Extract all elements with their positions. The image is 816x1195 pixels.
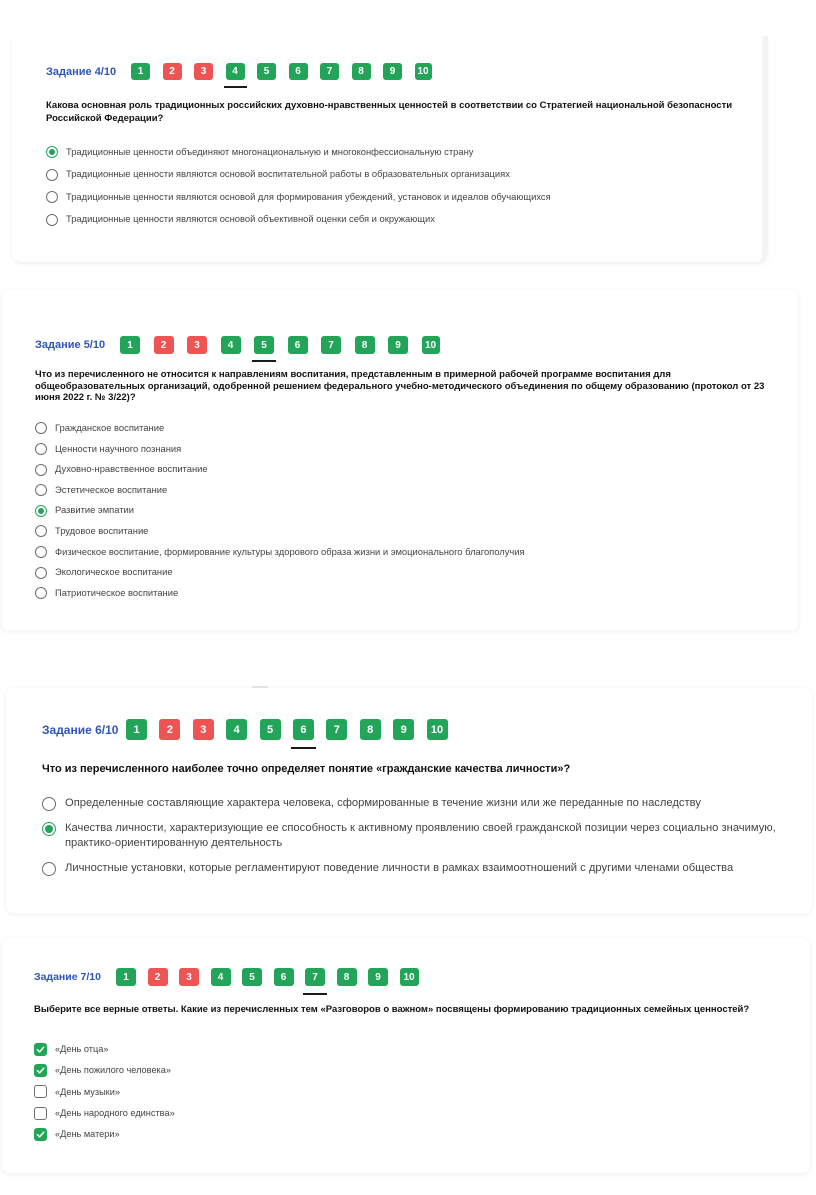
nav-button-7[interactable]: 7	[320, 63, 339, 80]
question-header	[34, 968, 430, 986]
answer-option-label: Традиционные ценности являются основой для формирования убеждений, установок и идеалов обучающихся	[66, 190, 551, 202]
nav-button-2[interactable]: 2	[154, 336, 174, 354]
answer-option-label: Духовно-нравственное воспитание	[55, 463, 208, 475]
answer-option[interactable]	[34, 1043, 175, 1056]
answer-option-label: Традиционные ценности являются основой объективной оценки себя и окружающих	[66, 213, 435, 225]
radio-checked-icon[interactable]	[35, 505, 47, 517]
answer-option-label: Качества личности, характеризующие ее способность к активному проявлению своей гражданской позиции через социально значимую, практико-ориентированную деятельность	[65, 822, 776, 850]
answer-option-label: Традиционные ценности являются основой воспитательной работы в образовательных организациях	[66, 168, 510, 180]
nav-button-5[interactable]: 5	[260, 719, 281, 740]
nav-button-7[interactable]: 7	[321, 336, 341, 354]
answer-option-label: «День музыки»	[55, 1086, 120, 1097]
nav-button-10[interactable]: 10	[427, 719, 448, 740]
answer-options	[46, 146, 551, 236]
radio-unchecked-icon[interactable]	[35, 546, 47, 558]
nav-button-7[interactable]: 7	[305, 968, 325, 986]
question-text: Что из перечисленного наиболее точно определяет понятие «гражданские качества личности»?	[42, 763, 571, 775]
radio-unchecked-icon[interactable]	[42, 797, 56, 811]
nav-button-9[interactable]: 9	[368, 968, 388, 986]
radio-unchecked-icon[interactable]	[35, 443, 47, 455]
radio-unchecked-icon[interactable]	[35, 587, 47, 599]
nav-button-4[interactable]: 4	[226, 63, 245, 80]
answer-option[interactable]	[34, 1064, 175, 1077]
nav-button-7[interactable]: 7	[326, 719, 347, 740]
nav-button-1[interactable]: 1	[131, 63, 150, 80]
radio-unchecked-icon[interactable]	[46, 191, 58, 203]
nav-button-4[interactable]: 4	[211, 968, 231, 986]
nav-button-4[interactable]: 4	[221, 336, 241, 354]
nav-button-1[interactable]: 1	[126, 719, 147, 740]
answer-option-label: Традиционные ценности объединяют многонациональную и многоконфессиональную страну	[66, 146, 474, 157]
question-card-4	[12, 36, 768, 262]
nav-button-2[interactable]: 2	[159, 719, 180, 740]
radio-checked-icon[interactable]	[42, 822, 56, 836]
answer-option[interactable]	[46, 168, 551, 181]
nav-button-5[interactable]: 5	[257, 63, 276, 80]
nav-button-8[interactable]: 8	[355, 336, 375, 354]
checkbox-unchecked-icon[interactable]	[34, 1107, 47, 1120]
answer-option[interactable]	[35, 504, 525, 517]
radio-unchecked-icon[interactable]	[35, 484, 47, 496]
radio-unchecked-icon[interactable]	[46, 214, 58, 226]
nav-button-10[interactable]: 10	[415, 63, 432, 80]
nav-button-1[interactable]: 1	[116, 968, 136, 986]
question-text: Какова основная роль традиционных российских духовно-нравственных ценностей в соответствии со Стратегией национальной безопасности Российской Федерации?	[46, 100, 733, 124]
answer-option-label: Патриотическое воспитание	[55, 586, 179, 598]
nav-button-6[interactable]: 6	[289, 63, 308, 80]
nav-button-2[interactable]: 2	[163, 63, 182, 80]
nav-button-10[interactable]: 10	[400, 968, 419, 986]
checkmark-icon	[36, 1066, 45, 1075]
question-number: Задание 7/10	[34, 971, 101, 983]
nav-button-5[interactable]: 5	[254, 336, 274, 354]
answer-option-label: Ценности научного познания	[55, 442, 182, 454]
nav-button-3[interactable]: 3	[193, 719, 214, 740]
nav-button-6[interactable]: 6	[288, 336, 308, 354]
checkbox-checked-icon[interactable]	[34, 1043, 47, 1056]
answer-option-label: Физическое воспитание, формирование культуры здорового образа жизни и эмоционального благополучия	[55, 545, 525, 557]
answer-option[interactable]	[35, 525, 525, 538]
answer-option-label: «День отца»	[55, 1044, 109, 1054]
question-nav	[116, 968, 430, 986]
answer-option[interactable]	[42, 796, 782, 811]
question-number: Задание 4/10	[46, 65, 117, 78]
answer-options	[34, 1043, 175, 1149]
answer-option-label: Развитие эмпатии	[55, 504, 134, 516]
answer-option[interactable]	[42, 861, 782, 876]
question-number: Задание 5/10	[35, 339, 106, 351]
nav-button-3[interactable]: 3	[194, 63, 213, 80]
question-nav	[126, 719, 460, 740]
question-card-5	[2, 290, 798, 630]
answer-option[interactable]	[42, 821, 782, 851]
nav-button-10[interactable]: 10	[422, 336, 440, 354]
checkbox-unchecked-icon[interactable]	[34, 1085, 47, 1098]
answer-option[interactable]	[34, 1086, 175, 1099]
nav-button-1[interactable]: 1	[120, 336, 140, 354]
question-text: Что из перечисленного не относится к направлениям воспитания, представленным в примерной рабочей программе воспитания для общеобразовательных организаций, одобренной решением федерального учебно-методического объединения по общему образованию (протокол от 23 июня 2022 г. № 3/22)?	[35, 369, 765, 403]
question-number: Задание 6/10	[42, 722, 119, 737]
radio-unchecked-icon[interactable]	[35, 567, 47, 579]
nav-button-8[interactable]: 8	[360, 719, 381, 740]
answer-option-label: «День пожилого человека»	[55, 1065, 171, 1076]
question-header	[35, 336, 453, 354]
nav-button-3[interactable]: 3	[179, 968, 199, 986]
answer-options	[35, 422, 525, 607]
nav-button-6[interactable]: 6	[274, 968, 294, 986]
answer-option[interactable]	[34, 1107, 175, 1120]
answer-option-label: «День матери»	[55, 1129, 120, 1140]
nav-button-9[interactable]: 9	[388, 336, 408, 354]
radio-unchecked-icon[interactable]	[42, 862, 56, 876]
checkmark-icon	[36, 1045, 45, 1054]
question-text: Выберите все верные ответы. Какие из перечисленных тем «Разговоров о важном» посвящены формированию традиционных семейных ценностей?	[34, 1004, 750, 1015]
answer-option-label: Гражданское воспитание	[55, 422, 165, 433]
answer-option[interactable]	[35, 566, 525, 579]
question-nav	[120, 336, 453, 354]
answer-option[interactable]	[35, 463, 525, 476]
radio-unchecked-icon[interactable]	[46, 169, 58, 181]
question-card-6	[6, 688, 812, 913]
answer-option[interactable]	[34, 1128, 175, 1141]
answer-option[interactable]	[35, 422, 525, 435]
answer-option[interactable]	[35, 587, 525, 600]
nav-button-5[interactable]: 5	[242, 968, 262, 986]
answer-option[interactable]	[46, 146, 551, 159]
answer-option[interactable]	[35, 546, 525, 559]
question-header	[46, 63, 444, 80]
answer-option[interactable]	[46, 191, 551, 204]
nav-button-8[interactable]: 8	[337, 968, 357, 986]
answer-option-label: Определенные составляющие характера человека, сформированные в течение жизни или же переданные по наследству	[65, 797, 701, 809]
nav-button-9[interactable]: 9	[393, 719, 414, 740]
answer-options	[42, 796, 782, 887]
radio-checked-icon[interactable]	[46, 146, 58, 158]
checkmark-icon	[36, 1130, 45, 1139]
question-header	[42, 719, 460, 740]
answer-option-label: «День народного единства»	[55, 1107, 175, 1118]
checkbox-checked-icon[interactable]	[34, 1064, 47, 1077]
answer-option-label: Экологическое воспитание	[55, 566, 173, 578]
answer-option[interactable]	[35, 443, 525, 456]
nav-button-2[interactable]: 2	[148, 968, 168, 986]
nav-button-3[interactable]: 3	[187, 336, 207, 354]
nav-button-9[interactable]: 9	[383, 63, 402, 80]
nav-button-8[interactable]: 8	[352, 63, 371, 80]
answer-option[interactable]	[35, 484, 525, 497]
answer-option-label: Эстетическое воспитание	[55, 483, 168, 495]
radio-unchecked-icon[interactable]	[35, 525, 47, 537]
answer-option[interactable]	[46, 213, 551, 226]
radio-unchecked-icon[interactable]	[35, 422, 47, 434]
answer-option-label: Трудовое воспитание	[55, 524, 149, 536]
nav-button-4[interactable]: 4	[226, 719, 247, 740]
nav-button-6[interactable]: 6	[293, 719, 314, 740]
answer-option-label: Личностные установки, которые регламентируют поведение личности в рамках взаимоотношений с другими членами общества	[65, 862, 734, 875]
question-nav	[131, 63, 444, 80]
checkbox-checked-icon[interactable]	[34, 1128, 47, 1141]
question-card-7	[2, 938, 810, 1173]
radio-unchecked-icon[interactable]	[35, 464, 47, 476]
